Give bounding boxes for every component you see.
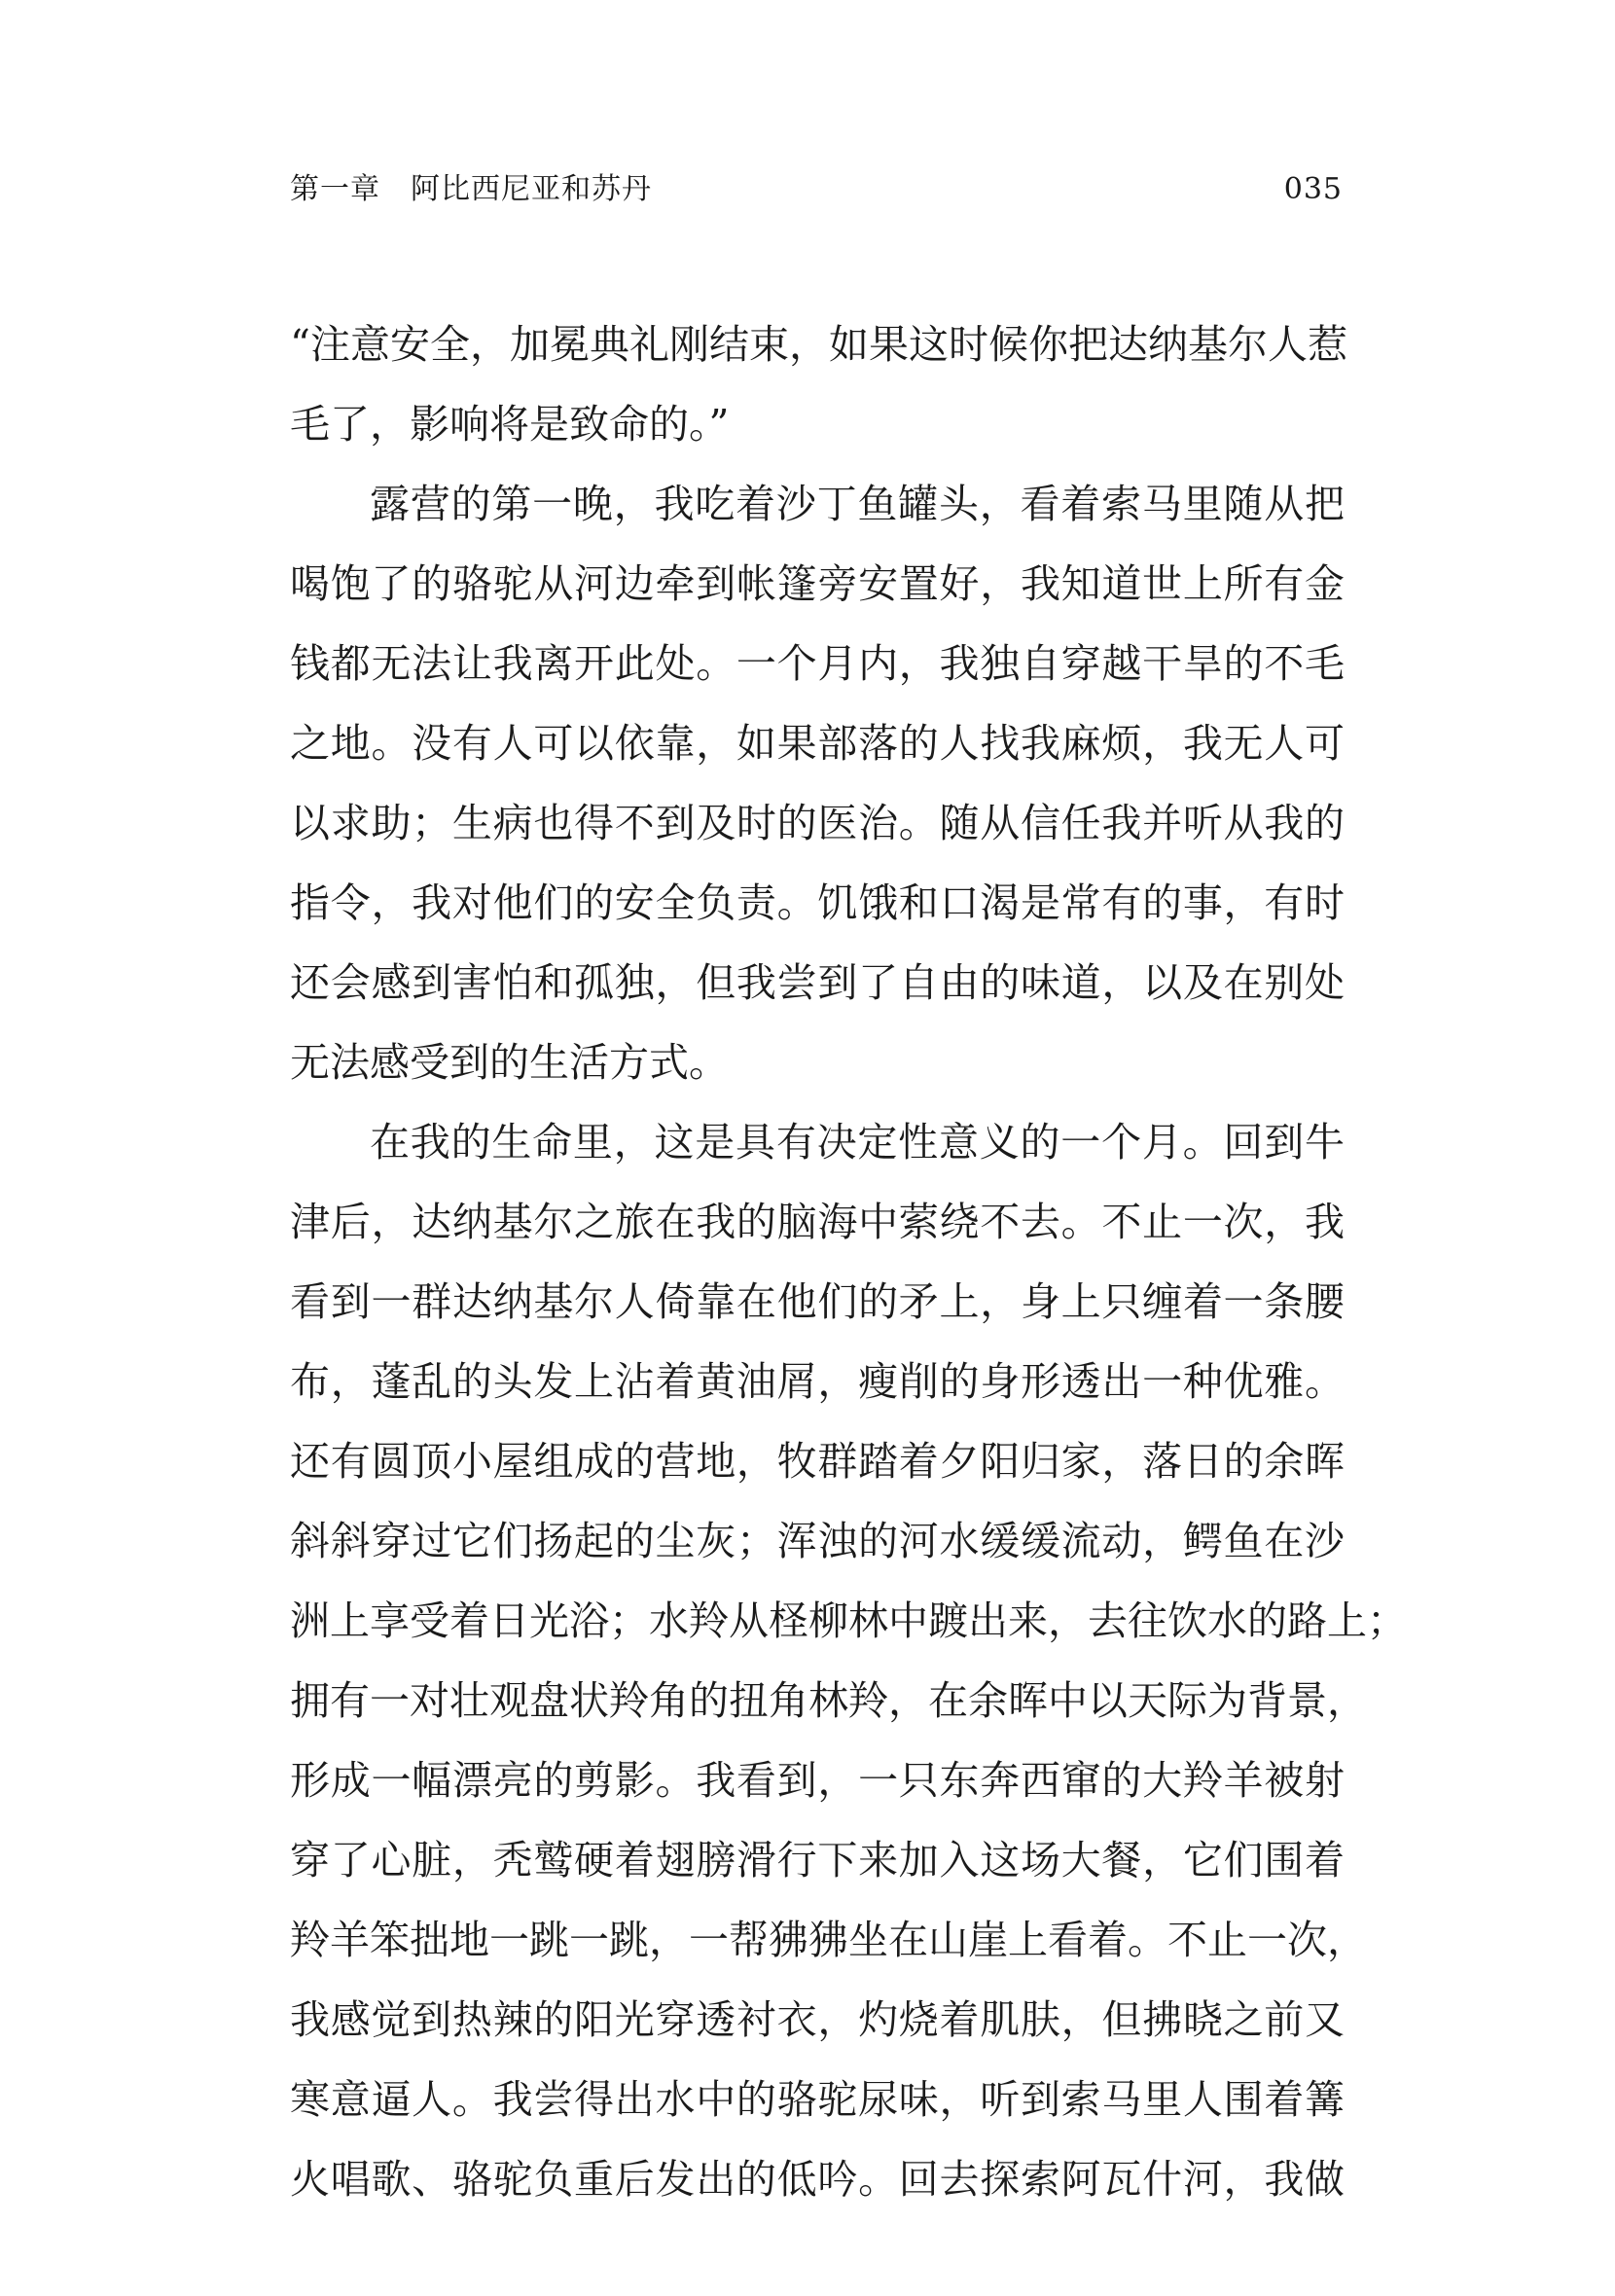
text-line: 穿了心脏，秃鹫硬着翅膀滑行下来加入这场大餐，它们围着 bbox=[290, 1837, 1345, 1883]
text-line: 之地。没有人可以依靠，如果部落的人找我麻烦，我无人可 bbox=[290, 720, 1345, 767]
body-text bbox=[290, 305, 1407, 2219]
text-line: 拥有一对壮观盘状羚角的扭角林羚，在余晖中以天际为背景， bbox=[290, 1677, 1367, 1724]
page-number: 035 bbox=[1283, 172, 1343, 206]
text-line: 喝饱了的骆驼从河边牵到帐篷旁安置好，我知道世上所有金 bbox=[290, 560, 1345, 607]
chapter-title: 第一章 阿比西尼亚和苏丹 bbox=[290, 172, 652, 206]
text-line: 火唱歌、骆驼负重后发出的低吟。回去探索阿瓦什河，我做 bbox=[290, 2156, 1345, 2203]
text-line: 形成一幅漂亮的剪影。我看到，一只东奔西窜的大羚羊被射 bbox=[290, 1757, 1345, 1804]
text-line: 斜斜穿过它们扬起的尘灰；浑浊的河水缓缓流动，鳄鱼在沙 bbox=[290, 1518, 1345, 1564]
text-line: “注意安全，加冕典礼刚结束，如果这时候你把达纳基尔人惹 bbox=[290, 321, 1347, 368]
text-line: 指令，我对他们的安全负责。饥饿和口渴是常有的事，有时 bbox=[290, 879, 1345, 926]
text-line: 布，蓬乱的头发上沾着黄油屑，瘦削的身形透出一种优雅。 bbox=[290, 1358, 1345, 1405]
text-line: 津后，达纳基尔之旅在我的脑海中萦绕不去。不止一次，我 bbox=[290, 1199, 1345, 1245]
text-line: 无法感受到的生活方式。 bbox=[290, 1039, 729, 1086]
text-line: 羚羊笨拙地一跳一跳，一帮狒狒坐在山崖上看着。不止一次， bbox=[290, 1917, 1367, 1963]
text-line: 还会感到害怕和孤独，但我尝到了自由的味道，以及在别处 bbox=[290, 959, 1345, 1006]
text-line: 钱都无法让我离开此处。一个月内，我独自穿越干旱的不毛 bbox=[290, 640, 1345, 687]
text-line: 还有圆顶小屋组成的营地，牧群踏着夕阳归家，落日的余晖 bbox=[290, 1438, 1345, 1485]
text-line: 看到一群达纳基尔人倚靠在他们的矛上，身上只缠着一条腰 bbox=[290, 1278, 1345, 1325]
text-line: 露营的第一晚，我吃着沙丁鱼罐头，看着索马里随从把 bbox=[370, 481, 1345, 527]
text-line: 寒意逼人。我尝得出水中的骆驼尿味，听到索马里人围着篝 bbox=[290, 2076, 1345, 2123]
running-header bbox=[290, 165, 1343, 214]
text-line: 毛了，影响将是致命的。” bbox=[290, 401, 730, 448]
text-line: 以求助；生病也得不到及时的医治。随从信任我并听从我的 bbox=[290, 800, 1345, 846]
text-line: 洲上享受着日光浴；水羚从柽柳林中踱出来，去往饮水的路上； bbox=[290, 1597, 1407, 1644]
text-line: 我感觉到热辣的阳光穿透衬衣，灼烧着肌肤，但拂晓之前又 bbox=[290, 1996, 1345, 2043]
text-line: 在我的生命里，这是具有决定性意义的一个月。回到牛 bbox=[370, 1119, 1345, 1166]
